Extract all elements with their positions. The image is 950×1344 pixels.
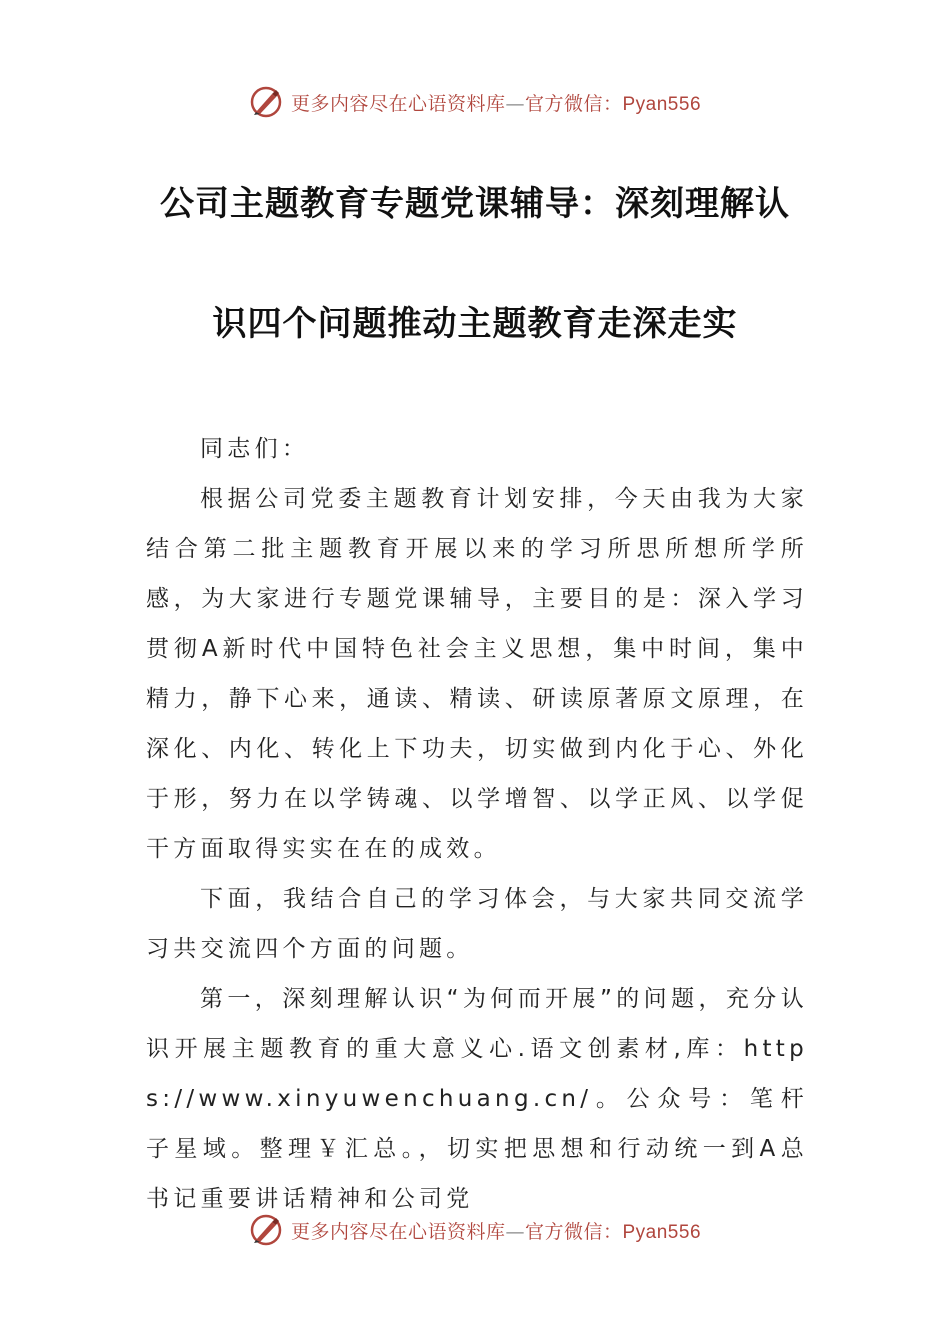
banner-wechat-label: 官方微信： — [524, 92, 623, 115]
pen-logo-icon — [249, 85, 283, 119]
banner-text — [291, 1217, 701, 1244]
banner-main-text: 更多内容尽在心语资料库 — [290, 92, 506, 115]
header-watermark-banner — [0, 82, 950, 122]
banner-separator: — — [505, 1220, 525, 1243]
body-paragraph-greeting: 同志们： — [200, 436, 310, 462]
body-paragraph-transition: 下面，我结合自己的学习体会，与大家共同交流学习共交流四个方面的问题。 — [146, 886, 808, 962]
banner-wechat-label: 官方微信： — [524, 1220, 623, 1243]
body-paragraph-intro: 根据公司党委主题教育计划安排，今天由我为大家结合第二批主题教育开展以来的学习所思所想所学所感，为大家进行专题党课辅导，主要目的是：深入学习贯彻A新时代中国特色社会主义思想，集中时间，集中精力，静下心来，通读、精读、研读原著原文原理，在深化、内化、转化上下功夫，切实做到内化于心、外化于形，努力在以学铸魂、以学增智、以学正风、以学促干方面取得实实在在的成效。 — [146, 486, 808, 862]
banner-main-text: 更多内容尽在心语资料库 — [290, 1220, 506, 1243]
banner-wechat-id: Pyan556 — [622, 1221, 702, 1243]
pen-logo-icon — [249, 1213, 283, 1247]
banner-separator: — — [505, 92, 525, 115]
banner-text — [291, 89, 701, 116]
document-body — [146, 424, 808, 1224]
document-title-line-2: 识四个问题推动主题教育走深走实 — [212, 304, 738, 344]
banner-wechat-id: Pyan556 — [622, 93, 702, 115]
footer-watermark-banner — [0, 1210, 950, 1250]
document-title-line-1: 公司主题教育专题党课辅导：深刻理解认 — [160, 184, 790, 224]
body-paragraph-point-one: 第一，深刻理解认识“为何而开展”的问题，充分认识开展主题教育的重大意义心.语文创素材,库：https://www.xinyuwenchuang.cn/。公众号：笔杆子星域。整理￥汇总。，切实把思想和行动统一到A总书记重要讲话精神和公司党 — [146, 986, 808, 1212]
